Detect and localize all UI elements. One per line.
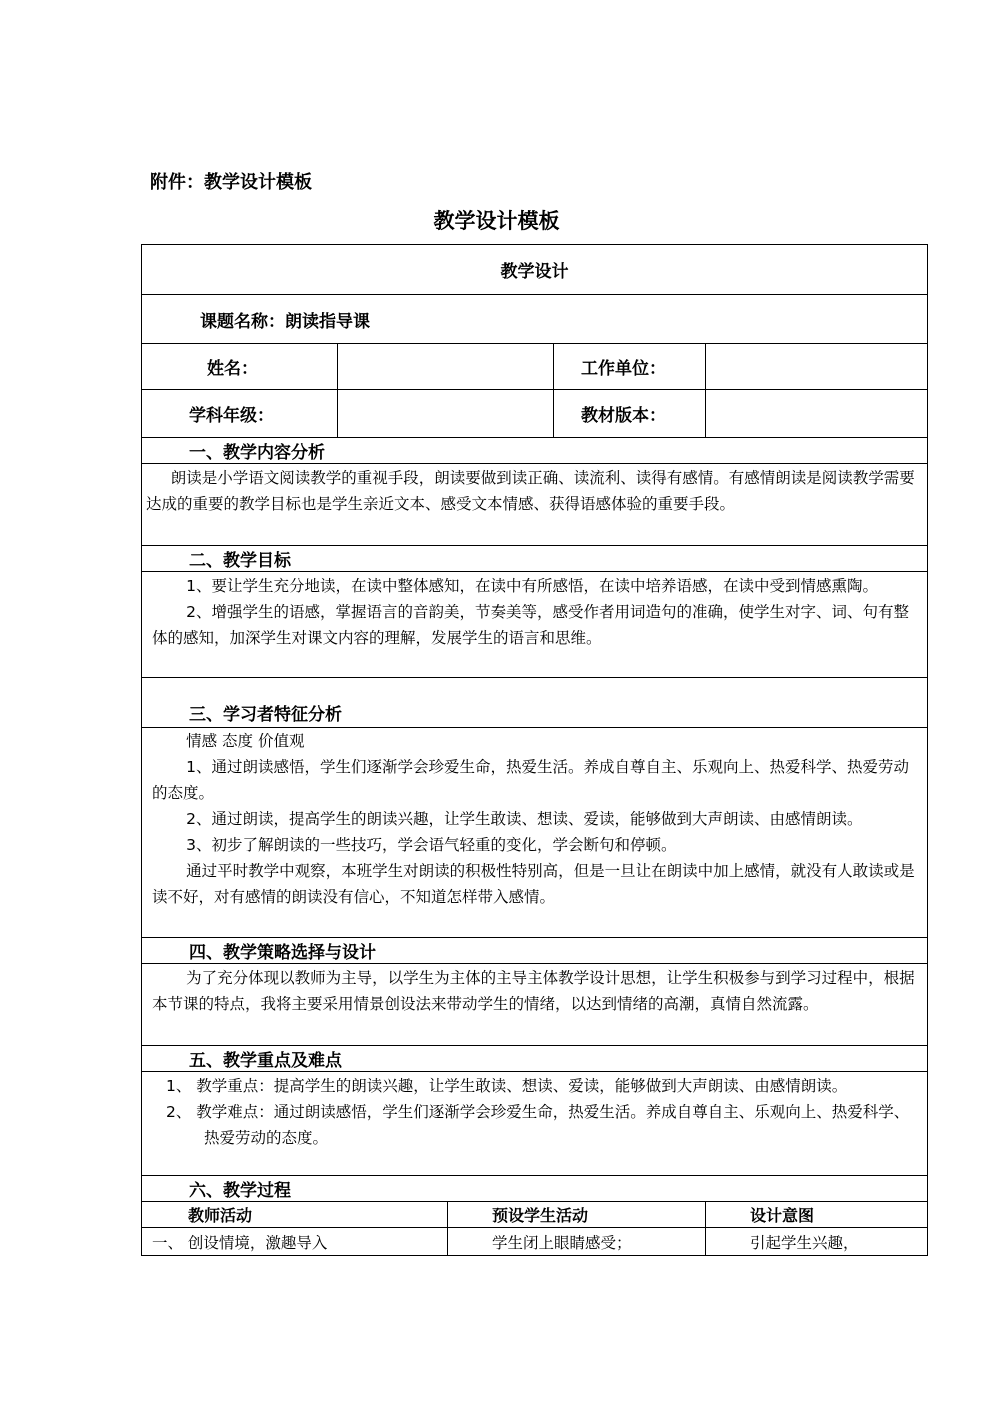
key-point-item: 1、 教学重点：提高学生的朗读兴趣，让学生敢读、想读、爱读，能够做到大声朗读、由感情朗读。 [166, 1077, 848, 1095]
strategy-text: 为了充分体现以教师为主导，以学生为主体的主导主体教学设计思想，让学生积极参与到学习过程中，根据本节课的特点，我将主要采用情景创设法来带动学生的情绪，以达到情绪的高潮，真情自然流露。 [152, 969, 915, 1013]
process-student-cell: 学生闭上眼睛感受； [448, 1228, 706, 1256]
section-strategy-title: 四、教学策略选择与设计 [142, 938, 928, 964]
learner-line: 通过平时教学中观察，本班学生对朗读的积极性特别高，但是一旦让在朗读中加上感情，就没有人敢读或是读不好，对有感情的朗读没有信心，不知道怎样带入感情。 [152, 862, 915, 906]
process-header-teacher: 教师活动 [142, 1202, 448, 1228]
process-header-intent: 设计意图 [706, 1202, 928, 1228]
process-teacher-cell: 一、 创设情境，激趣导入 [142, 1228, 448, 1256]
subject-grade-value[interactable] [338, 390, 554, 438]
section-objectives-title: 二、教学目标 [142, 546, 928, 572]
process-header-student: 预设学生活动 [448, 1202, 706, 1228]
learner-line: 情感 态度 价值观 [186, 732, 305, 750]
design-table [141, 244, 928, 1256]
learner-line: 1、通过朗读感悟，学生们逐渐学会珍爱生命，热爱生活。养成自尊自主、乐观向上、热爱科学、热爱劳动的态度。 [152, 758, 909, 802]
process-intent-cell: 引起学生兴趣， [706, 1228, 928, 1256]
unit-label: 工作单位： [554, 344, 706, 390]
section-key-points-body [142, 1072, 928, 1176]
document-title: 教学设计模板 [433, 209, 560, 233]
section-key-points-title: 五、教学重点及难点 [142, 1046, 928, 1072]
learner-line: 3、初步了解朗读的一些技巧，学会语气轻重的变化，学会断句和停顿。 [186, 836, 677, 854]
unit-value[interactable] [706, 344, 928, 390]
textbook-version-value[interactable] [706, 390, 928, 438]
section-objectives-body [142, 572, 928, 678]
subject-grade-label: 学科年级： [142, 390, 338, 438]
name-value[interactable] [338, 344, 554, 390]
section-learner-analysis-title: 三、学习者特征分析 [142, 678, 928, 728]
section-learner-analysis-body [142, 728, 928, 938]
textbook-version-label: 教材版本： [554, 390, 706, 438]
objective-item: 1、要让学生充分地读，在读中整体感知，在读中有所感悟，在读中培养语感，在读中受到情感熏陶。 [186, 577, 878, 595]
key-point-item: 2、 教学难点：通过朗读感悟，学生们逐渐学会珍爱生命，热爱生活。养成自尊自主、乐观向上、热爱科学、热爱劳动的态度。 [166, 1103, 910, 1147]
section-content-analysis-title: 一、教学内容分析 [142, 438, 928, 464]
section-strategy-body [142, 964, 928, 1046]
learner-line: 2、通过朗读，提高学生的朗读兴趣，让学生敢读、想读、爱读，能够做到大声朗读、由感情朗读。 [186, 810, 863, 828]
name-label: 姓名： [142, 344, 338, 390]
content-analysis-text: 朗读是小学语文阅读教学的重视手段，朗读要做到读正确、读流利、读得有感情。有感情朗读是阅读教学需要达成的重要的教学目标也是学生亲近文本、感受文本情感、获得语感体验的重要手段。 [146, 469, 915, 513]
section-process-title: 六、教学过程 [142, 1176, 928, 1202]
section-content-analysis-body [142, 464, 928, 546]
objective-item: 2、增强学生的语感，掌握语言的音韵美，节奏美等，感受作者用词造句的准确，使学生对字、词、句有整体的感知，加深学生对课文内容的理解，发展学生的语言和思维。 [152, 603, 909, 647]
attachment-label: 附件：教学设计模板 [150, 172, 312, 193]
design-header: 教学设计 [142, 245, 928, 295]
course-name: 课题名称：朗读指导课 [142, 295, 928, 344]
